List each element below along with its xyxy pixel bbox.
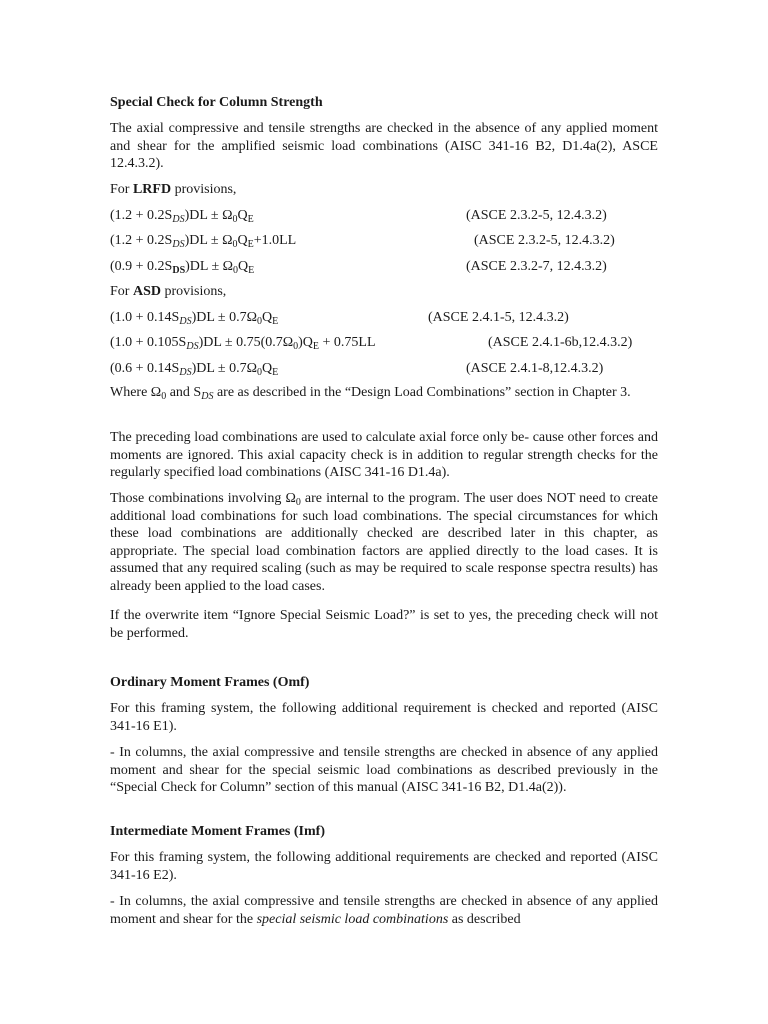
equation-formula: $(1.0 + 0.105S_{DS})DL \pm 0.75(0.7\Omega_0)Q_E + 0.75LL$	[110, 335, 376, 352]
paragraph-imf-columns: - In columns, the axial compressive and tensile strengths are checked in absence of any applied moment and shear for the special seismic load combinations as described	[110, 894, 658, 927]
heading-special-check: Special Check for Column Strength	[110, 95, 323, 110]
heading-ordinary-moment-frames: Ordinary Moment Frames (Omf)	[110, 675, 310, 690]
asd-equation	[110, 334, 670, 352]
asd-intro: For ASD provisions,	[110, 284, 227, 299]
paragraph-where: Where $\Omega_0$ and $S_{DS}$ are as described in the “Design Load Combinations” section in Chapter 3.	[110, 385, 631, 402]
equation-reference: (ASCE 2.4.1-8,12.4.3.2)	[466, 361, 604, 376]
equation-reference: (ASCE 2.4.1-5, 12.4.3.2)	[428, 310, 569, 325]
paragraph-axial-check: The axial compressive and tensile strengths are checked in the absence of any applied moment and shear for the amplified seismic load combinations (AISC 341-16 B2, D1.4a(2), ASCE 12.4.3.2).	[110, 121, 658, 171]
equation-reference: (ASCE 2.3.2-7, 12.4.3.2)	[466, 259, 607, 274]
paragraph-internal-combinations: Those combinations involving $\Omega_0$ are internal to the program. The user does NOT need to create additional load combinations for such load combinations. The special circumstances for which these load combinations are additionally checked are described later in this chapter, as appropriate. The special load combination factors are applied directly to the load cases. It is assumed that any required scaling (such as may be required to scale response spectra results) has already been applied to the load cases.	[110, 491, 658, 594]
equation-formula: $(0.6 + 0.14S_{DS})DL \pm 0.7\Omega_0Q_E$	[110, 361, 279, 378]
paragraph-imf-requirement: For this framing system, the following additional requirements are checked and reported (AISC 341-16 E2).	[110, 850, 658, 883]
equation-reference: (ASCE 2.3.2-5, 12.4.3.2)	[474, 233, 615, 248]
lrfd-equation	[110, 232, 670, 250]
heading-intermediate-moment-frames: Intermediate Moment Frames (Imf)	[110, 824, 325, 839]
lrfd-equation	[110, 258, 670, 276]
equation-formula: $(1.0 + 0.14S_{DS})DL \pm 0.7\Omega_0Q_E$	[110, 310, 279, 327]
equation-reference: (ASCE 2.4.1-6b,12.4.3.2)	[488, 335, 633, 350]
paragraph-omf-columns: - In columns, the axial compressive and tensile strengths are checked in absence of any applied moment and shear for the special seismic load combinations as described previously in the “Special Check for Column” section of this manual (AISC 341-16 B2, D1.4a(2)).	[110, 745, 658, 795]
equation-formula: $(0.9 + 0.2S_{DS})DL \pm \Omega_0Q_E$	[110, 259, 255, 276]
equation-formula: $(1.2 + 0.2S_{DS})DL \pm \Omega_0Q_E$	[110, 208, 254, 225]
asd-equation	[110, 309, 670, 327]
equation-reference: (ASCE 2.3.2-5, 12.4.3.2)	[466, 208, 607, 223]
lrfd-equation	[110, 207, 670, 225]
paragraph-overwrite-item: If the overwrite item “Ignore Special Seismic Load?” is set to yes, the preceding check will not be performed.	[110, 608, 658, 641]
paragraph-omf-requirement: For this framing system, the following additional requirement is checked and reported (AISC 341-16 E1).	[110, 701, 658, 734]
equation-formula: $(1.2 + 0.2S_{DS})DL \pm \Omega_0Q_E+1.0LL$	[110, 233, 297, 250]
paragraph-preceding-combinations: The preceding load combinations are used to calculate axial force only be- cause other forces and moments are ignored. This axial capacity check is in addition to regular strength checks for the regularly specified load combinations (AISC 341-16 D1.4a).	[110, 430, 658, 480]
lrfd-intro: For LRFD provisions,	[110, 182, 237, 197]
asd-equation	[110, 360, 670, 378]
